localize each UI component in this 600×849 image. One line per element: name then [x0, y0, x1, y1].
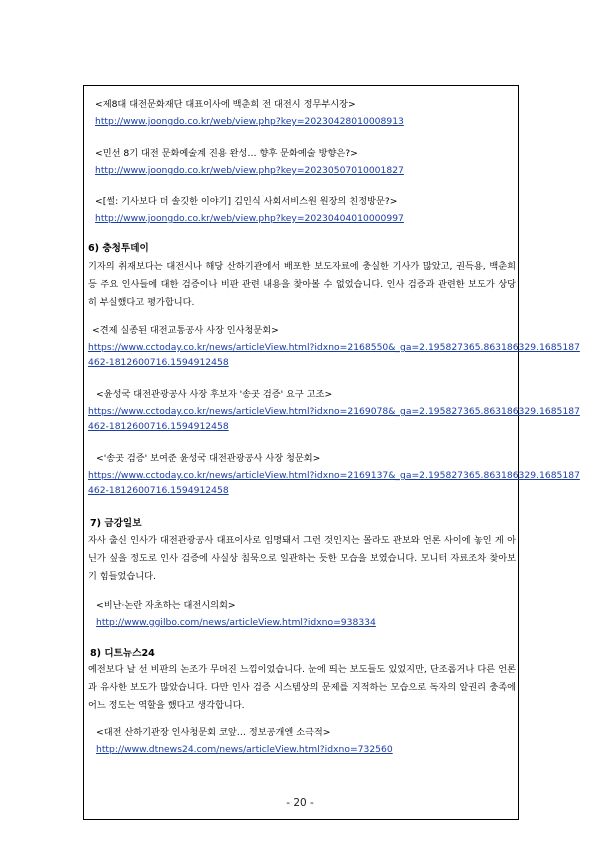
section-heading: 6) 충청투데이 [88, 243, 149, 254]
section-body: 자사 출신 인사가 대전관광공사 대표이사로 임명돼서 그런 것인지는 몰라도 관보와 언론 사이에 놓인 게 아닌가 싶을 정도로 인사 검증에 사실상 침묵으로 일관하는 듯한 모습을 보였습니다. 모니터 자료조차 찾아보기 힘들었습니다. [88, 535, 516, 582]
section-heading: 7) 금강일보 [90, 518, 142, 529]
article-link[interactable]: https://www.cctoday.co.kr/news/articleView.html?idxno=2169137&_ga=2.195827365.863186329.1685187 [88, 470, 580, 481]
section-body: 예전보다 날 선 비판의 논조가 무뎌진 느낌이었습니다. 눈에 띄는 보도들도 있었지만, 단조롭거나 다른 언론과 유사한 보도가 많았습니다. 다만 인사 검증 시스템상의 문제를 지적하는 모습으로 독자의 알권리 충족에 어느 정도는 역할을 했다고 생각합니다. [88, 664, 516, 711]
article-title: <제8대 대전문화재단 대표이사에 백춘희 전 대전시 정무부시장> [95, 99, 356, 110]
article-link[interactable]: http://www.joongdo.co.kr/web/view.php?key=20230428010008913 [95, 116, 404, 127]
article-title: <[썰: 기사보다 더 솔깃한 이야기] 김인식 사회서비스원 원장의 친정방문?> [95, 196, 398, 207]
article-link-continued[interactable]: 462-1812600716.1594912458 [88, 357, 229, 368]
article-title: <민선 8기 대전 문화예술계 진용 완성… 향후 문화예술 방향은?> [95, 148, 358, 159]
article-link-continued[interactable]: 462-1812600716.1594912458 [88, 485, 229, 496]
article-link-continued[interactable]: 462-1812600716.1594912458 [88, 421, 229, 432]
article-link[interactable]: http://www.joongdo.co.kr/web/view.php?key=20230404010000997 [95, 213, 404, 224]
article-title: <비난·논란 자초하는 대전시의회> [96, 600, 236, 611]
article-link[interactable]: https://www.cctoday.co.kr/news/articleView.html?idxno=2168550&_ga=2.195827365.863186329.1685187 [88, 342, 580, 353]
article-link[interactable]: http://www.ggilbo.com/news/articleView.html?idxno=938334 [96, 617, 376, 628]
section-body: 기자의 취재보다는 대전시나 해당 산하기관에서 배포한 보도자료에 충실한 기사가 많았고, 권득용, 백춘희 등 주요 인사들에 대한 검증이나 비판 관련 내용을 찾아볼 수 없었습니다. 인사 검증과 관련한 보도가 상당히 부실했다고 평가합니다. [88, 261, 516, 308]
article-title: <대전 산하기관장 인사청문회 코앞… 정보공개엔 소극적> [96, 727, 331, 738]
section-heading: 8) 디트뉴스24 [90, 648, 155, 659]
article-link[interactable]: http://www.joongdo.co.kr/web/view.php?key=20230507010001827 [95, 165, 404, 176]
article-link[interactable]: https://www.cctoday.co.kr/news/articleView.html?idxno=2169078&_ga=2.195827365.863186329.1685187 [88, 406, 580, 417]
article-title: <'송곳 검증' 보여준 윤성국 대전관광공사 사장 청문회> [96, 453, 321, 464]
article-title: <견제 실종된 대전교통공사 사장 인사청문회> [92, 325, 279, 336]
article-title: <윤성국 대전관광공사 사장 후보자 '송곳 검증' 요구 고조> [96, 389, 333, 400]
article-link[interactable]: http://www.dtnews24.com/news/articleView.html?idxno=732560 [96, 744, 393, 755]
page-number: - 20 - [286, 797, 314, 809]
